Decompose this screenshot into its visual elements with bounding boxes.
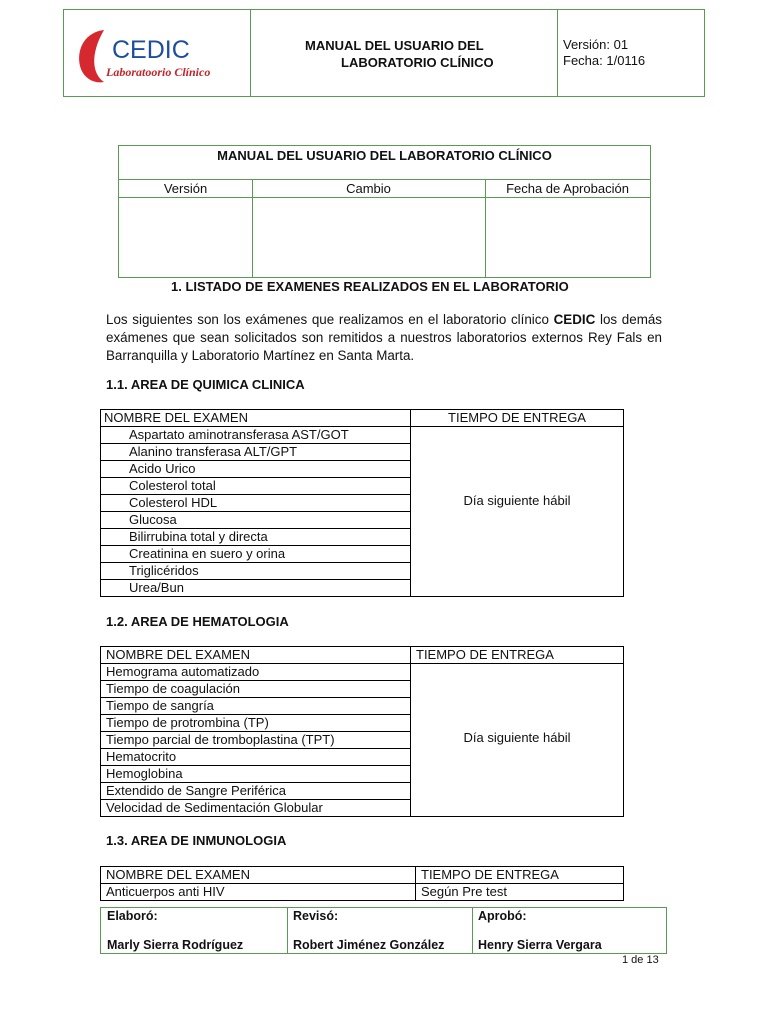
immunology-section-title: 1.3. AREA DE INMUNOLOGIA (106, 833, 287, 848)
chemistry-section-title: 1.1. AREA DE QUIMICA CLINICA (106, 377, 305, 392)
table-row: Extendido de Sangre Periférica (101, 783, 411, 800)
header-date: Fecha: 1/0116 (563, 53, 646, 68)
chemistry-exams-table (100, 409, 624, 597)
intro-text-before: Los siguientes son los exámenes que realizamos en el laboratorio clínico (106, 312, 549, 327)
exam-name: Anticuerpos anti HIV (106, 884, 225, 899)
column-divider (485, 180, 486, 277)
table-row (101, 884, 623, 901)
elaboro-name: Marly Sierra Rodríguez (107, 938, 244, 952)
header-title-line2: LABORATORIO CLÍNICO (341, 55, 494, 70)
hematology-section-title: 1.2. AREA DE HEMATOLOGIA (106, 614, 289, 629)
table-row: Velocidad de Sedimentación Globular (106, 800, 323, 815)
table-header-name: NOMBRE DEL EXAMEN (101, 647, 411, 664)
table-row: Hemograma automatizado (101, 664, 411, 681)
logo-brand: CEDIC (112, 36, 190, 64)
header-version-cell (557, 10, 704, 96)
table-row: Tiempo de coagulación (101, 681, 411, 698)
version-table-title: MANUAL DEL USUARIO DEL LABORATORIO CLÍNICO (119, 146, 650, 180)
column-divider (287, 908, 288, 953)
aprobo-label: Aprobó: (478, 909, 527, 923)
reviso-label: Revisó: (293, 909, 339, 923)
table-row: Tiempo de sangría (101, 698, 411, 715)
hematology-exams-table (100, 646, 624, 817)
table-row: Creatinina en suero y orina (101, 546, 411, 563)
delivery-time: Día siguiente hábil (463, 730, 571, 745)
column-divider (252, 180, 253, 277)
logo-cell (64, 10, 251, 96)
table-row: Triglicéridos (101, 563, 411, 580)
table-header-time: TIEMPO DE ENTREGA (411, 647, 623, 664)
table-row: Colesterol HDL (101, 495, 411, 512)
table-row: Aspartato aminotransferasa AST/GOT (101, 427, 411, 444)
table-row: Acido Urico (101, 461, 411, 478)
cedic-logo (64, 10, 250, 96)
column-divider (415, 867, 416, 900)
approval-date-column-header: Fecha de Aprobación (506, 181, 629, 196)
header-title-line1: MANUAL DEL USUARIO DEL (305, 38, 484, 53)
table-row: Glucosa (101, 512, 411, 529)
logo-subtitle: Laboratoorio Clínico (106, 65, 211, 79)
table-row: Urea/Bun (129, 580, 184, 595)
change-column-header: Cambio (346, 181, 391, 196)
column-divider (472, 908, 473, 953)
header-version: Versión: 01 (563, 37, 629, 52)
aprobo-name: Henry Sierra Vergara (478, 938, 602, 952)
intro-text-after: los demás exámenes que sean solicitados son remitidos a nuestros laboratorios externos Rey Fals en Barranquilla y Laboratorio Martínez en Santa Marta. (106, 312, 662, 363)
table-row: Bilirrubina total y directa (101, 529, 411, 546)
delivery-time: Según Pre test (421, 884, 507, 899)
table-header-time: TIEMPO DE ENTREGA (411, 410, 623, 427)
intro-brand: CEDIC (553, 312, 596, 327)
page-number: 1 de 13 (622, 954, 659, 966)
table-header-name: NOMBRE DEL EXAMEN (101, 410, 411, 427)
table-header-name: NOMBRE DEL EXAMEN (106, 867, 250, 882)
section-1-intro (106, 311, 662, 365)
elaboro-label: Elaboró: (107, 909, 158, 923)
header-title-cell (250, 10, 558, 96)
table-row: Tiempo parcial de tromboplastina (TPT) (101, 732, 411, 749)
section-1-title: 1. LISTADO DE EXAMENES REALIZADOS EN EL LABORATORIO (171, 279, 569, 294)
signature-table (100, 907, 667, 954)
version-table-header-row (119, 180, 650, 198)
immunology-exams-table (100, 866, 624, 901)
table-row: Alanino transferasa ALT/GPT (101, 444, 411, 461)
table-header-time: TIEMPO DE ENTREGA (421, 867, 559, 882)
delivery-time: Día siguiente hábil (463, 493, 571, 508)
reviso-name: Robert Jiménez González (293, 938, 445, 952)
table-row: Hemoglobina (101, 766, 411, 783)
version-control-table (118, 145, 651, 278)
table-row: Tiempo de protrombina (TP) (101, 715, 411, 732)
document-header (63, 9, 705, 97)
version-column-header: Versión (163, 181, 208, 196)
table-row: Hematocrito (101, 749, 411, 766)
table-row: Colesterol total (101, 478, 411, 495)
